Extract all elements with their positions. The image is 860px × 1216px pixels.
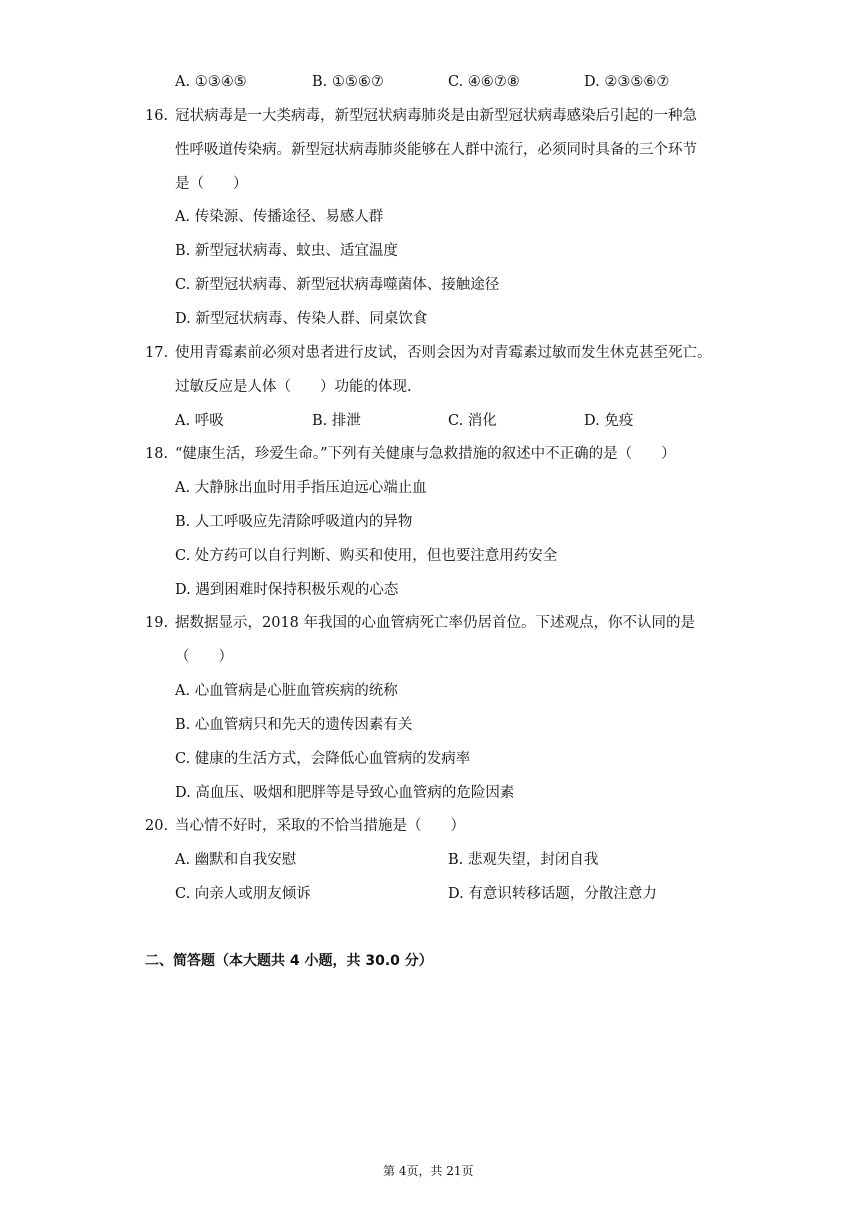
q18-option-b: B. 人工呼吸应先清除呼吸道内的异物: [175, 514, 413, 530]
q15-option-d: D. ②③⑤⑥⑦: [584, 74, 670, 90]
q16-option-c: C. 新型冠状病毒、新型冠状病毒噬菌体、接触途径: [175, 277, 500, 293]
q16-option-d: D. 新型冠状病毒、传染人群、同桌饮食: [175, 311, 428, 327]
q19-stem-line2: （ ）: [175, 649, 233, 665]
q19-option-a: A. 心血管病是心脏血管疾病的统称: [175, 683, 398, 699]
q19-stem-line1: 据数据显示，2018 年我国的心血管病死亡率仍居首位。下述观点，你不认同的是: [175, 615, 696, 631]
q19-option-c: C. 健康的生活方式，会降低心血管病的发病率: [175, 751, 471, 767]
q16-stem-line3: 是（ ）: [175, 176, 248, 192]
q20-option-c: C. 向亲人或朋友倾诉: [175, 886, 311, 902]
q18-stem-line1: “健康生活，珍爱生命。”下列有关健康与急救措施的叙述中不正确的是（ ）: [175, 446, 676, 462]
q15-option-a: A. ①③④⑤: [175, 74, 247, 90]
section-heading: 二、简答题（本大题共 4 小题，共 30.0 分）: [145, 953, 433, 969]
q16-number: 16.: [145, 108, 169, 124]
q17-option-d: D. 免疫: [584, 413, 634, 429]
q18-number: 18.: [145, 446, 169, 462]
q15-option-c: C. ④⑥⑦⑧: [448, 74, 520, 90]
q19-option-d: D. 高血压、吸烟和肥胖等是导致心血管病的危险因素: [175, 785, 515, 801]
q18-option-c: C. 处方药可以自行判断、购买和使用，但也要注意用药安全: [175, 548, 558, 564]
q19-option-b: B. 心血管病只和先天的遗传因素有关: [175, 717, 413, 733]
q20-option-b: B. 悲观失望，封闭自我: [448, 852, 599, 868]
q17-option-a: A. 呼吸: [175, 413, 224, 429]
q19-number: 19.: [145, 615, 169, 631]
q17-number: 17.: [145, 345, 169, 361]
q20-option-d: D. 有意识转移话题，分散注意力: [448, 886, 657, 902]
q16-stem-line1: 冠状病毒是一大类病毒，新型冠状病毒肺炎是由新型冠状病毒感染后引起的一种急: [175, 108, 697, 124]
q20-option-a: A. 幽默和自我安慰: [175, 852, 297, 868]
q16-stem-line2: 性呼吸道传染病。新型冠状病毒肺炎能够在人群中流行，必须同时具备的三个环节: [175, 142, 697, 158]
q17-stem-line2: 过敏反应是人体（ ）功能的体现.: [175, 379, 412, 395]
q18-option-d: D. 遇到困难时保持积极乐观的心态: [175, 582, 399, 598]
q17-stem-line1: 使用青霉素前必须对患者进行皮试，否则会因为对青霉素过敏而发生休克甚至死亡。: [175, 345, 712, 361]
page-footer: 第 4页，共 21页: [383, 1164, 474, 1178]
q17-option-b: B. 排泄: [312, 413, 361, 429]
q16-option-a: A. 传染源、传播途径、易感人群: [175, 209, 384, 225]
q16-option-b: B. 新型冠状病毒、蚊虫、适宜温度: [175, 243, 398, 259]
q20-stem-line1: 当心情不好时，采取的不恰当措施是（ ）: [175, 818, 465, 834]
q17-option-c: C. 消化: [448, 413, 497, 429]
q15-option-b: B. ①⑤⑥⑦: [312, 74, 384, 90]
q20-number: 20.: [145, 818, 169, 834]
q18-option-a: A. 大静脉出血时用手指压迫远心端止血: [175, 480, 427, 496]
